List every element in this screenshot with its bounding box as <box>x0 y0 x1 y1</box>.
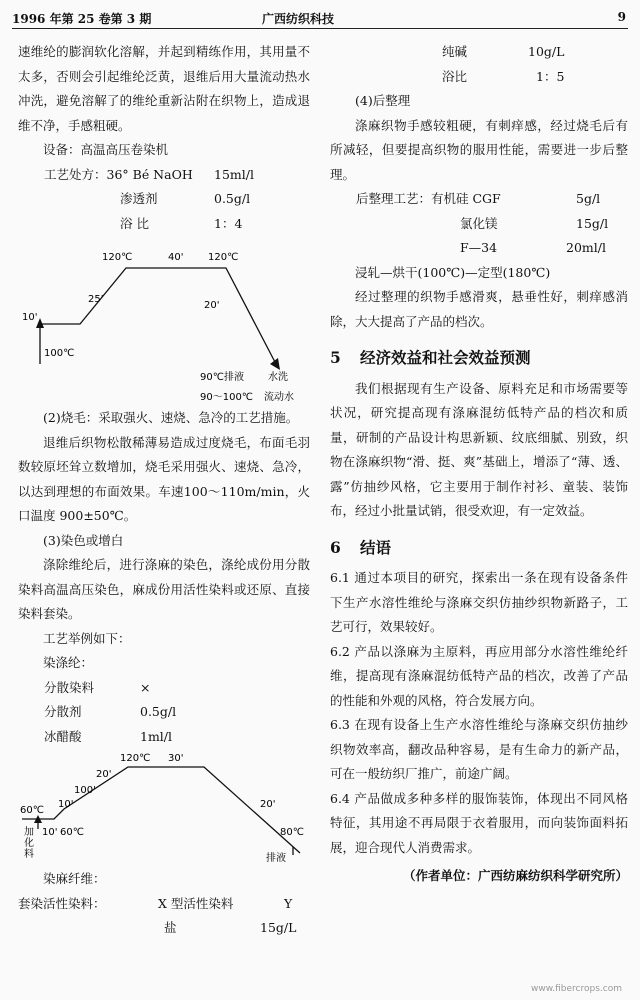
label-drain: 排液 <box>266 853 286 864</box>
finish-key: F—34 <box>460 240 498 255</box>
dyeing-temperature-diagram <box>18 749 310 867</box>
paragraph: 涤除维纶后，进行涤麻的染色，涤纶成份用分散染料高温高压染色，麻成份用活性染料或还原、直接染料套染。 <box>18 557 310 621</box>
finish-value: 15g/l <box>576 215 609 231</box>
label-add-chemicals: 加化料 <box>24 827 34 860</box>
recipe-label: 渗透剂 <box>120 191 158 206</box>
heading-title: 结语 <box>360 537 392 557</box>
section-title: (3)染色或增白 <box>43 532 124 548</box>
finish-row <box>330 236 628 261</box>
desizing-temperature-diagram <box>18 236 310 406</box>
recipe-label: 浴 比 <box>120 215 149 231</box>
heading-number: 6 <box>330 537 341 557</box>
label-wash: 水洗 <box>268 372 288 383</box>
label-40: 40' <box>168 252 184 263</box>
label-20: 20' <box>204 300 220 311</box>
hemp-label: 染麻纤维： <box>43 871 106 886</box>
label-120a: 120℃ <box>102 252 133 263</box>
end-arrow <box>270 358 280 370</box>
label-100: 100' <box>74 785 96 796</box>
label-80: 80℃ <box>280 827 304 838</box>
hemp-mid: X 型活性染料 <box>158 895 234 911</box>
dye-row <box>18 676 310 701</box>
section-heading-6 <box>330 536 628 561</box>
temperature-curve <box>22 767 300 853</box>
label-90-drain: 90℃排液 <box>200 372 244 383</box>
recipe-value: 15ml/l <box>214 166 254 182</box>
recipe-row <box>18 212 310 237</box>
paragraph: 退维后织物松散稀薄易造成过度烧毛，布面毛羽数较原坯耸立数增加，烧毛采用强火、速烧、急冷，以达到理想的布面效果。车速100～110m/min，火口温度 900±50℃。 <box>18 434 310 523</box>
dye-value: 0.5g/l <box>140 704 177 719</box>
label-60a: 60℃ <box>20 805 44 816</box>
hemp-key: 盐 <box>164 920 177 935</box>
dye-row <box>18 725 310 750</box>
recipe-key: 纯碱 <box>442 44 468 59</box>
label-25: 25' <box>88 294 104 305</box>
section-title: (4)后整理 <box>355 93 411 108</box>
conclusion-item: 6.4 产品做成多种多样的服饰装饰，体现出不同风格特征，其用途不再局限于衣着服用，而向装饰面料拓展，迎合现代人消费需求。 <box>330 790 628 855</box>
finish-value: 5g/l <box>576 191 601 206</box>
paragraph: 涤麻织物手感较粗硬，有刺痒感，经过烧毛后有所减轻，但要提高织物的服用性能，需要进一步后整理。 <box>330 117 628 182</box>
dye-label: 染涤纶： <box>43 655 94 670</box>
recipe-row <box>330 65 628 90</box>
example-line: 工艺举例如下： <box>43 630 131 646</box>
journal-issue: 1996 年第 25 卷第 3 期 <box>12 12 152 26</box>
finish-key: 后整理工艺：有机硅 CGF <box>356 191 501 206</box>
dye-row <box>18 700 310 725</box>
recipe-key: 浴比 <box>442 68 468 84</box>
paragraph: 速维纶的膨润软化溶解，并起到精练作用，其用量不太多，否则会引起维纶泛黄，退维后用大量流动热水冲洗，避免溶解了的维纶重新沾附在织物上，造成退维不净，手感粗硬。 <box>18 44 310 133</box>
heading-title: 经济效益和社会效益预测 <box>360 348 531 367</box>
hemp-row <box>18 892 310 917</box>
finish-key: 氯化镁 <box>460 215 498 231</box>
finish-row <box>330 212 628 237</box>
label-120: 120℃ <box>120 753 151 764</box>
label-90-100: 90～100℃ <box>200 392 254 403</box>
right-column <box>330 40 628 889</box>
label-10: 10' <box>22 312 38 323</box>
label-20a: 20' <box>96 769 112 780</box>
conclusion-item: 6.1 通过本项目的研究，探索出一条在现有设备条件下生产水溶性维纶与涤麻交织仿抽纱织物新路子，工艺可行，效果较好。 <box>330 570 628 634</box>
label-10b: 10' <box>42 827 58 838</box>
dye-key: 冰醋酸 <box>44 728 82 744</box>
finish-row <box>330 187 628 212</box>
label-30: 30' <box>168 753 184 764</box>
watermark: www.fibercrops.com <box>531 984 622 994</box>
paragraph: 经过整理的织物手感滑爽，悬垂性好，刺痒感消除，大大提高了产品的档次。 <box>330 289 628 329</box>
label-100: 100℃ <box>44 348 75 359</box>
dye-key: 分散染料 <box>44 679 95 695</box>
recipe-value: 0.5g/l <box>214 191 251 206</box>
page-header <box>12 6 628 29</box>
recipe-value: 1：5 <box>536 68 565 84</box>
hemp-value: 15g/L <box>260 920 297 935</box>
page-number: 9 <box>617 10 626 24</box>
recipe-value: 10g/L <box>528 44 565 59</box>
recipe-row <box>330 40 628 65</box>
recipe-row <box>18 187 310 212</box>
temperature-curve <box>40 268 276 364</box>
label-flow: 流动水 <box>264 392 294 403</box>
recipe-label: 工艺处方：36° Bé NaOH <box>44 166 193 182</box>
recipe-row <box>18 163 310 188</box>
section-heading-5 <box>330 346 628 371</box>
journal-title: 广西纺织科技 <box>262 12 335 26</box>
equipment-line: 设备：高温高压卷染机 <box>43 142 169 157</box>
dye-value: 1ml/l <box>140 728 173 744</box>
author-affiliation: （作者单位：广西纺麻纺织科学研究所） <box>402 868 628 883</box>
process-line: 浸轧—烘干(100℃)—定型(180℃) <box>355 264 551 280</box>
section-title: (2)烧毛：采取强火、速烧、急冷的工艺措施。 <box>43 410 299 425</box>
heading-number: 5 <box>330 348 341 367</box>
paragraph: 我们根据现有生产设备、原料充足和市场需要等状况，研究提高现有涤麻混纺低特产品的档次和质量，研制的产品设计构思新颖、纹底细腻、别致，织物在涤麻织物“滑、挺、爽”基础上，增添了“薄、透、露”仿抽纱风格，它主要用于制作衬衫、童装、装饰布，经过小批量试销，很受欢迎，有一定效益。 <box>330 380 628 518</box>
left-column <box>18 40 310 941</box>
recipe-value: 1：4 <box>214 215 243 231</box>
label-10a: 10' <box>58 799 74 810</box>
hemp-key: 套染活性染料： <box>18 895 106 911</box>
finish-value: 20ml/l <box>566 240 606 255</box>
conclusion-item: 6.3 在现有设备上生产水溶性维纶与涤麻交织仿抽纱织物效率高，翻改品种容易，是有生命力的新产品，可在一般纺织厂推广，前途广阔。 <box>330 717 628 781</box>
label-20b: 20' <box>260 799 276 810</box>
label-120b: 120℃ <box>208 252 239 263</box>
dye-value: × <box>140 679 151 695</box>
hemp-row <box>18 916 310 941</box>
dye-key: 分散剂 <box>44 704 82 719</box>
label-60b: 60℃ <box>60 827 84 838</box>
hemp-value: Y <box>284 895 293 911</box>
conclusion-item: 6.2 产品以涤麻为主原料，再应用部分水溶性维纶纤维，提高现有涤麻混纺低特产品的档次，改善了产品的性能和外观的风格，符合发展方向。 <box>330 643 628 708</box>
